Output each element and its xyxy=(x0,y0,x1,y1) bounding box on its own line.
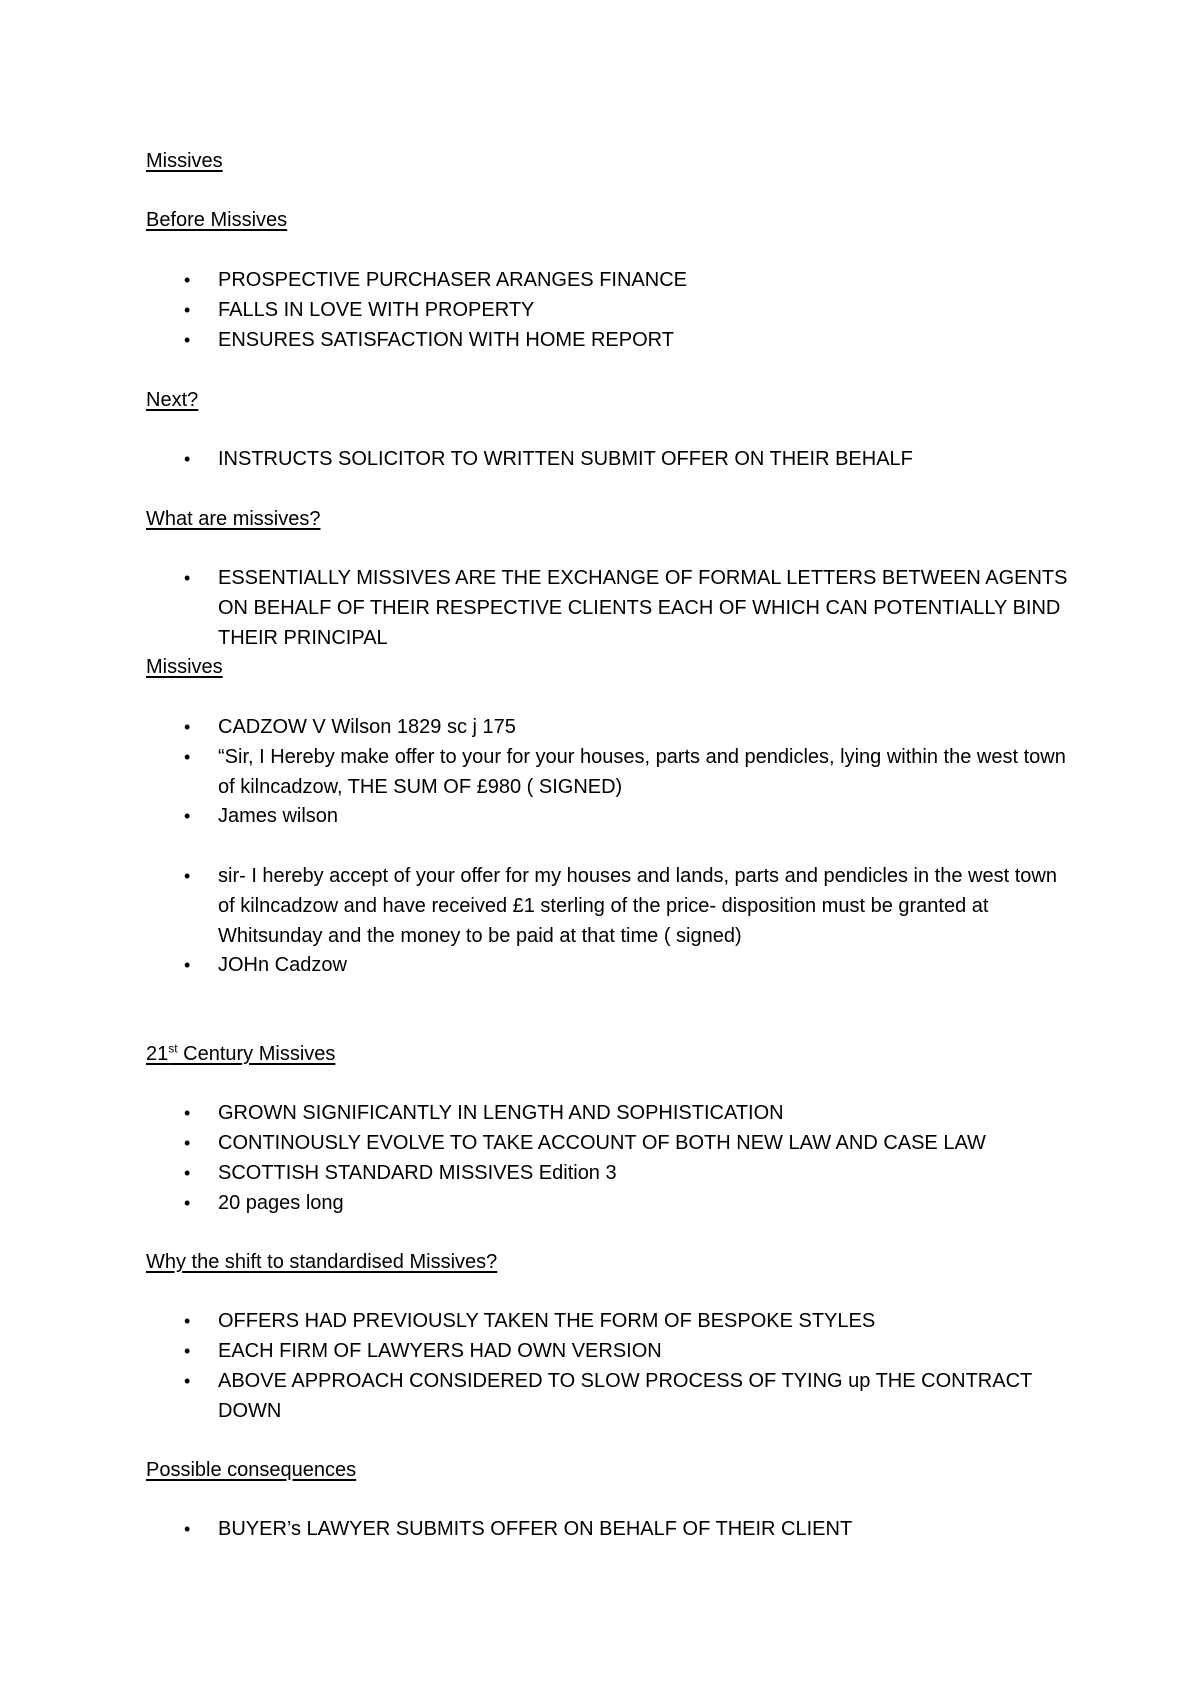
list-item: JOHn Cadzow xyxy=(218,954,347,976)
bullet-icon: • xyxy=(184,806,191,826)
list-item: INSTRUCTS SOLICITOR TO WRITTEN SUBMIT OFFER ON THEIR BEHALF xyxy=(218,448,913,470)
bullet-icon: • xyxy=(184,1519,191,1539)
list-item: James wilson xyxy=(218,805,339,827)
list-item: SCOTTISH STANDARD MISSIVES Edition 3 xyxy=(218,1162,617,1184)
section-heading-why-the-shift: Why the shift to standardised Missives? xyxy=(146,1251,498,1273)
heading-number: 21 xyxy=(146,1043,169,1065)
page-title: Missives xyxy=(146,150,223,172)
bullet-icon: • xyxy=(184,1311,191,1331)
list-item: “Sir, I Hereby make offer to your for your houses, parts and pendicles, lying within the west town of kilncadzow, THE SUM OF £980 ( SIGNED) xyxy=(218,746,1066,798)
list-item: OFFERS HAD PREVIOUSLY TAKEN THE FORM OF BESPOKE STYLES xyxy=(218,1310,876,1332)
bullet-icon: • xyxy=(184,955,191,975)
bullet-icon: • xyxy=(184,330,191,350)
section-heading-before-missives: Before Missives xyxy=(146,209,288,231)
bullet-icon: • xyxy=(184,866,191,886)
list-item: ABOVE APPROACH CONSIDERED TO SLOW PROCESS OF TYING up THE CONTRACT DOWN xyxy=(218,1370,1032,1422)
list-item: 20 pages long xyxy=(218,1192,344,1214)
bullet-icon: • xyxy=(184,1193,191,1213)
bullet-icon: • xyxy=(184,1103,191,1123)
bullet-icon: • xyxy=(184,568,191,588)
list-item: ENSURES SATISFACTION WITH HOME REPORT xyxy=(218,329,674,351)
section-heading-next: Next? xyxy=(146,389,199,411)
bullet-icon: • xyxy=(184,1133,191,1153)
list-item: FALLS IN LOVE WITH PROPERTY xyxy=(218,299,535,321)
bullet-icon: • xyxy=(184,1371,191,1391)
list-item: ESSENTIALLY MISSIVES ARE THE EXCHANGE OF FORMAL LETTERS BETWEEN AGENTS ON BEHALF OF THEIR RESPECTIVE CLIENTS EACH OF WHICH CAN POTENTIALLY BIND THEIR PRINCIPAL xyxy=(218,567,1068,649)
bullet-icon: • xyxy=(184,747,191,767)
heading-text: Century Missives xyxy=(177,1043,336,1065)
list-item: EACH FIRM OF LAWYERS HAD OWN VERSION xyxy=(218,1340,662,1362)
list-item: PROSPECTIVE PURCHASER ARANGES FINANCE xyxy=(218,269,687,291)
bullet-icon: • xyxy=(184,1341,191,1361)
list-item: CONTINOUSLY EVOLVE TO TAKE ACCOUNT OF BOTH NEW LAW AND CASE LAW xyxy=(218,1132,986,1154)
section-heading-what-are-missives: What are missives? xyxy=(146,508,321,530)
list-item: BUYER’s LAWYER SUBMITS OFFER ON BEHALF OF THEIR CLIENT xyxy=(218,1518,853,1540)
bullet-icon: • xyxy=(184,270,191,290)
bullet-icon: • xyxy=(184,300,191,320)
bullet-icon: • xyxy=(184,449,191,469)
section-heading-possible-consequences: Possible consequences xyxy=(146,1459,357,1481)
list-item: GROWN SIGNIFICANTLY IN LENGTH AND SOPHISTICATION xyxy=(218,1102,784,1124)
section-heading-missives: Missives xyxy=(146,656,223,678)
list-item: sir- I hereby accept of your offer for my houses and lands, parts and pendicles in the west town of kilncadzow and have received £1 sterling of the price- disposition must be granted at Whitsunday and the money to be paid at that time ( signed) xyxy=(218,865,1057,947)
bullet-icon: • xyxy=(184,1163,191,1183)
bullet-icon: • xyxy=(184,717,191,737)
list-item: CADZOW V Wilson 1829 sc j 175 xyxy=(218,716,516,738)
heading-superscript: st xyxy=(168,1041,178,1056)
section-heading-21st-century-missives xyxy=(146,1039,335,1069)
